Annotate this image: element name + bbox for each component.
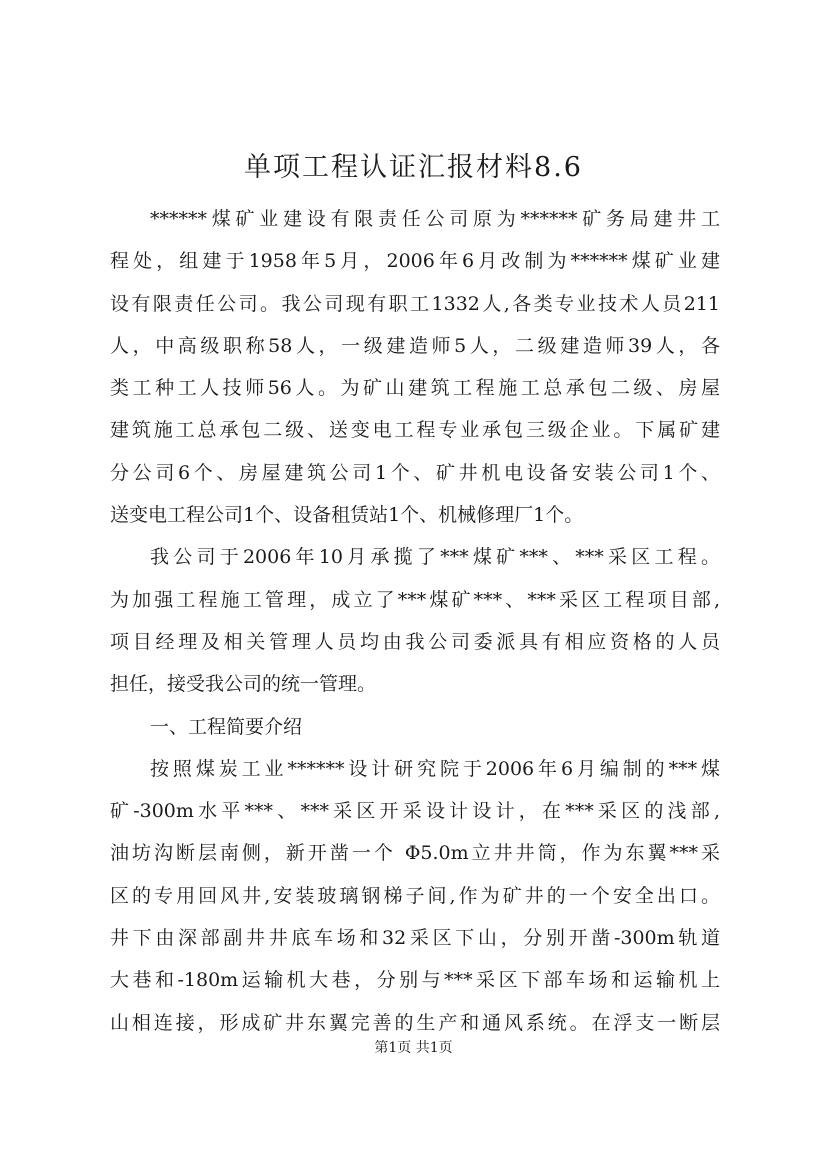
paragraph-line: 分公司6个、房屋建筑公司1个、矿井机电设备安装公司1个、: [110, 461, 720, 484]
paragraph-line: 建筑施工总承包二级、送变电工程专业承包三级企业。下属矿建: [110, 419, 720, 442]
paragraph-line: 油坊沟断层南侧，新开凿一个 Φ5.0m立井井筒，作为东翼***采: [110, 842, 720, 865]
paragraph-line: 山相连接，形成矿井东翼完善的生产和通风系统。在浮支一断层: [110, 1011, 720, 1034]
paragraph-line: 项目经理及相关管理人员均由我公司委派具有相应资格的人员: [110, 630, 720, 653]
section-heading: 一、工程简要介绍: [150, 715, 303, 738]
document-title: 单项工程认证汇报材料8.6: [244, 152, 583, 183]
paragraph-line: 为加强工程施工管理，成立了***煤矿***、***采区工程项目部,: [110, 588, 720, 611]
paragraph-line: 程处，组建于1958年5月，2006年6月改制为******煤矿业建: [110, 250, 720, 273]
paragraph-line: 按照煤炭工业******设计研究院于2006年6月编制的***煤: [150, 757, 720, 780]
paragraph-line: 设有限责任公司。我公司现有职工1332人,各类专业技术人员211: [110, 292, 720, 315]
paragraph-line: 送变电工程公司1个、设备租赁站1个、机械修理厂1个。: [110, 504, 584, 527]
paragraph-line: 矿-300m水平***、***采区开采设计设计，在***采区的浅部,: [110, 800, 720, 823]
paragraph-line: ******煤矿业建设有限责任公司原为******矿务局建井工: [150, 208, 720, 230]
paragraph-line: 类工种工人技师56人。为矿山建筑工程施工总承包二级、房屋: [110, 377, 720, 400]
page-footer: 第1页 共1页: [374, 1040, 453, 1056]
paragraph-line: 区的专用回风井,安装玻璃钢梯子间,作为矿井的一个安全出口。: [110, 884, 720, 907]
paragraph-line: 井下由深部副井井底车场和32采区下山，分别开凿-300m轨道: [110, 927, 720, 950]
paragraph-line: 人，中高级职称58人，一级建造师5人，二级建造师39人，各: [110, 334, 720, 357]
paragraph-line: 我公司于2006年10月承揽了***煤矿***、***采区工程。: [150, 546, 720, 569]
paragraph-line: 担任，接受我公司的统一管理。: [110, 673, 377, 696]
paragraph-line: 大巷和-180m运输机大巷，分别与***采区下部车场和运输机上: [110, 969, 720, 992]
document-body: [110, 198, 720, 1044]
